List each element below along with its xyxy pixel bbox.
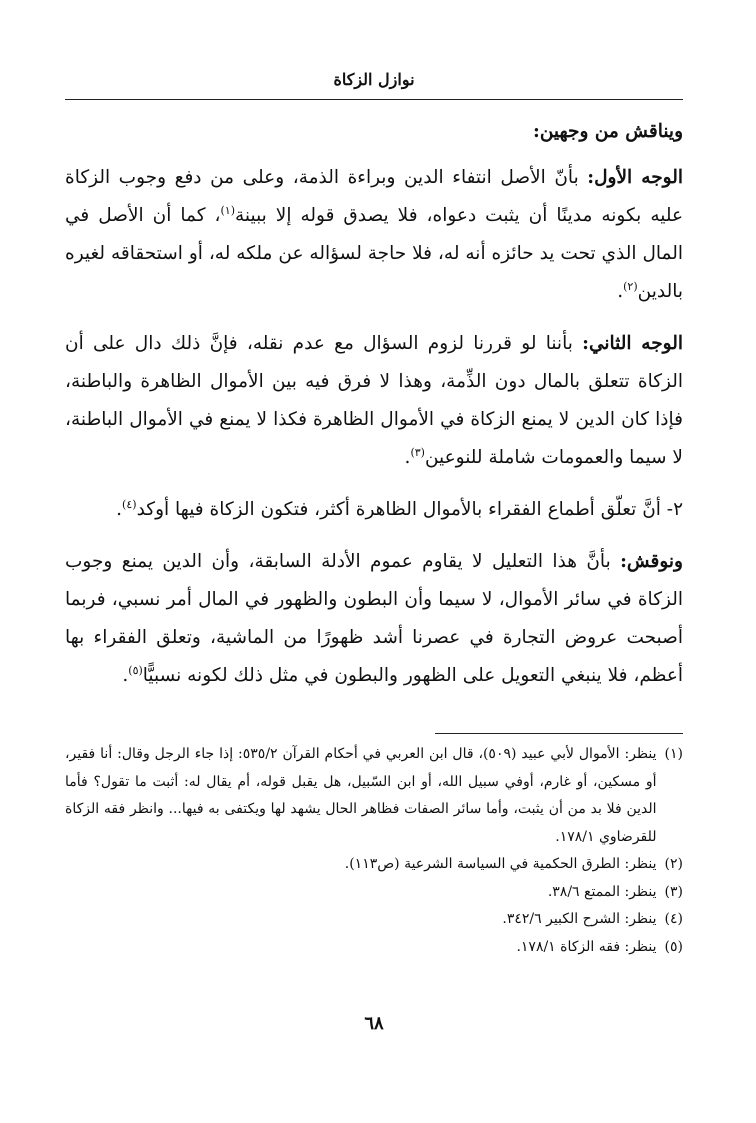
paragraph-first-aspect [65,159,683,311]
footnote-text: ينظر: الممتع ٣٨/٦. [547,883,657,900]
paragraph-lead: الوجه الثاني: [582,333,683,354]
main-text [65,113,683,709]
paragraph-rebuttal [65,543,683,695]
footnote-item [65,741,683,851]
paragraph-text: بأنّ الأصل انتفاء الدين وبراءة الذمة، وعلى من دفع وجوب الزكاة عليه بكونه مدينًا أن يثبت دعواه، فلا يصدق قوله إلا ببينة [65,167,683,226]
footnote-ref: (٥) [128,663,143,677]
footnote-text: ينظر: فقه الزكاة ١٧٨/١. [516,938,657,955]
footnote-item [65,906,683,934]
footnote-number: (٤) [664,911,683,927]
footnote-item [65,934,683,962]
footnote-text: ينظر: الشرح الكبير ٣٤٢/٦. [502,911,657,927]
footnote-number: (٢) [664,856,683,872]
subheading: ويناقش من وجهين: [533,121,683,142]
footnote-ref: (٤) [122,497,137,511]
header-rule [65,99,683,100]
footnote-number: (١) [664,746,683,762]
paragraph-text: بأننا لو قررنا لزوم السؤال مع عدم نقله، فإنَّ ذلك دال على أن الزكاة تتعلق بالمال دون الذِّمة، وهذا لا فرق فيه بين الأموال الظاهرة والباطنة، فإذا كان الدين لا يمنع الزكاة في الأموال الظاهرة فكذا لا يمنع في الأموال الباطنة، لا سيما والعمومات شاملة للنوعين [65,333,683,468]
paragraph-lead: ونوقش: [620,551,683,572]
footnote-item [65,851,683,879]
paragraph-text: . [404,447,411,468]
footnote-text: ينظر: الأموال لأبي عبيد (٥٠٩)، قال ابن العربي في أحكام القرآن ٥٣٥/٢: إذا جاء الرجل وقال: أنا فقير، أو مسكين، أو غارم، أوفي سبيل الله، أو ابن السّبيل، هل يقبل قوله، أم يقال له: أثبت ما تقول؟ فأما الدين فلا بد من أن يثبت، وأما سائر الصفات فظاهر الحال يشهد لها ويكتفى به فيها... وانظر فقه الزكاة للقرضاوي ١٧٨/١. [65,746,657,845]
footnote-text: ينظر: الطرق الحكمية في السياسة الشرعية (ص١١٣). [344,856,657,872]
footnote-ref: (٢) [623,279,638,293]
footnote-number: (٥) [664,938,683,955]
footnote-rule [435,733,683,734]
paragraph-text: بأنَّ هذا التعليل لا يقاوم عموم الأدلة السابقة، وأن الدين يمنع وجوب الزكاة في سائر الأموال، لا سيما وأن البطون والظهور في المال أمر نسبي، فربما أصبحت عروض التجارة في عصرنا أشد ظهورًا من الماشية، وتعلق الفقراء بها أعظم، فلا ينبغي التعويل على الظهور والبطون في مثل ذلك لكونه نسبيًّا [65,551,683,686]
footnote-number: (٣) [664,883,683,900]
paragraph-text: ٢- أنَّ تعلّق أطماع الفقراء بالأموال الظاهرة أكثر، فتكون الزكاة فيها أوكد [136,499,683,520]
paragraph-text: . [122,665,129,686]
footnote-ref: (٣) [410,445,425,459]
paragraph-text: . [617,281,624,302]
paragraph-point-two [65,491,683,529]
paragraph-text: . [116,499,123,520]
footnote-item [65,879,683,907]
page-number: ٦٨ [364,1013,384,1034]
paragraph-second-aspect [65,325,683,477]
footnote-ref: (١) [220,203,235,217]
footnotes [65,741,683,961]
running-head: نوازل الزكاة [333,70,415,89]
paragraph-text: ، كما أن الأصل في المال الذي تحت يد حائزه أنه له، فلا حاجة لسؤاله عن ملكه له، أو استحقاقه لغيره بالدين [65,205,683,302]
paragraph-lead: الوجه الأول: [587,167,683,188]
